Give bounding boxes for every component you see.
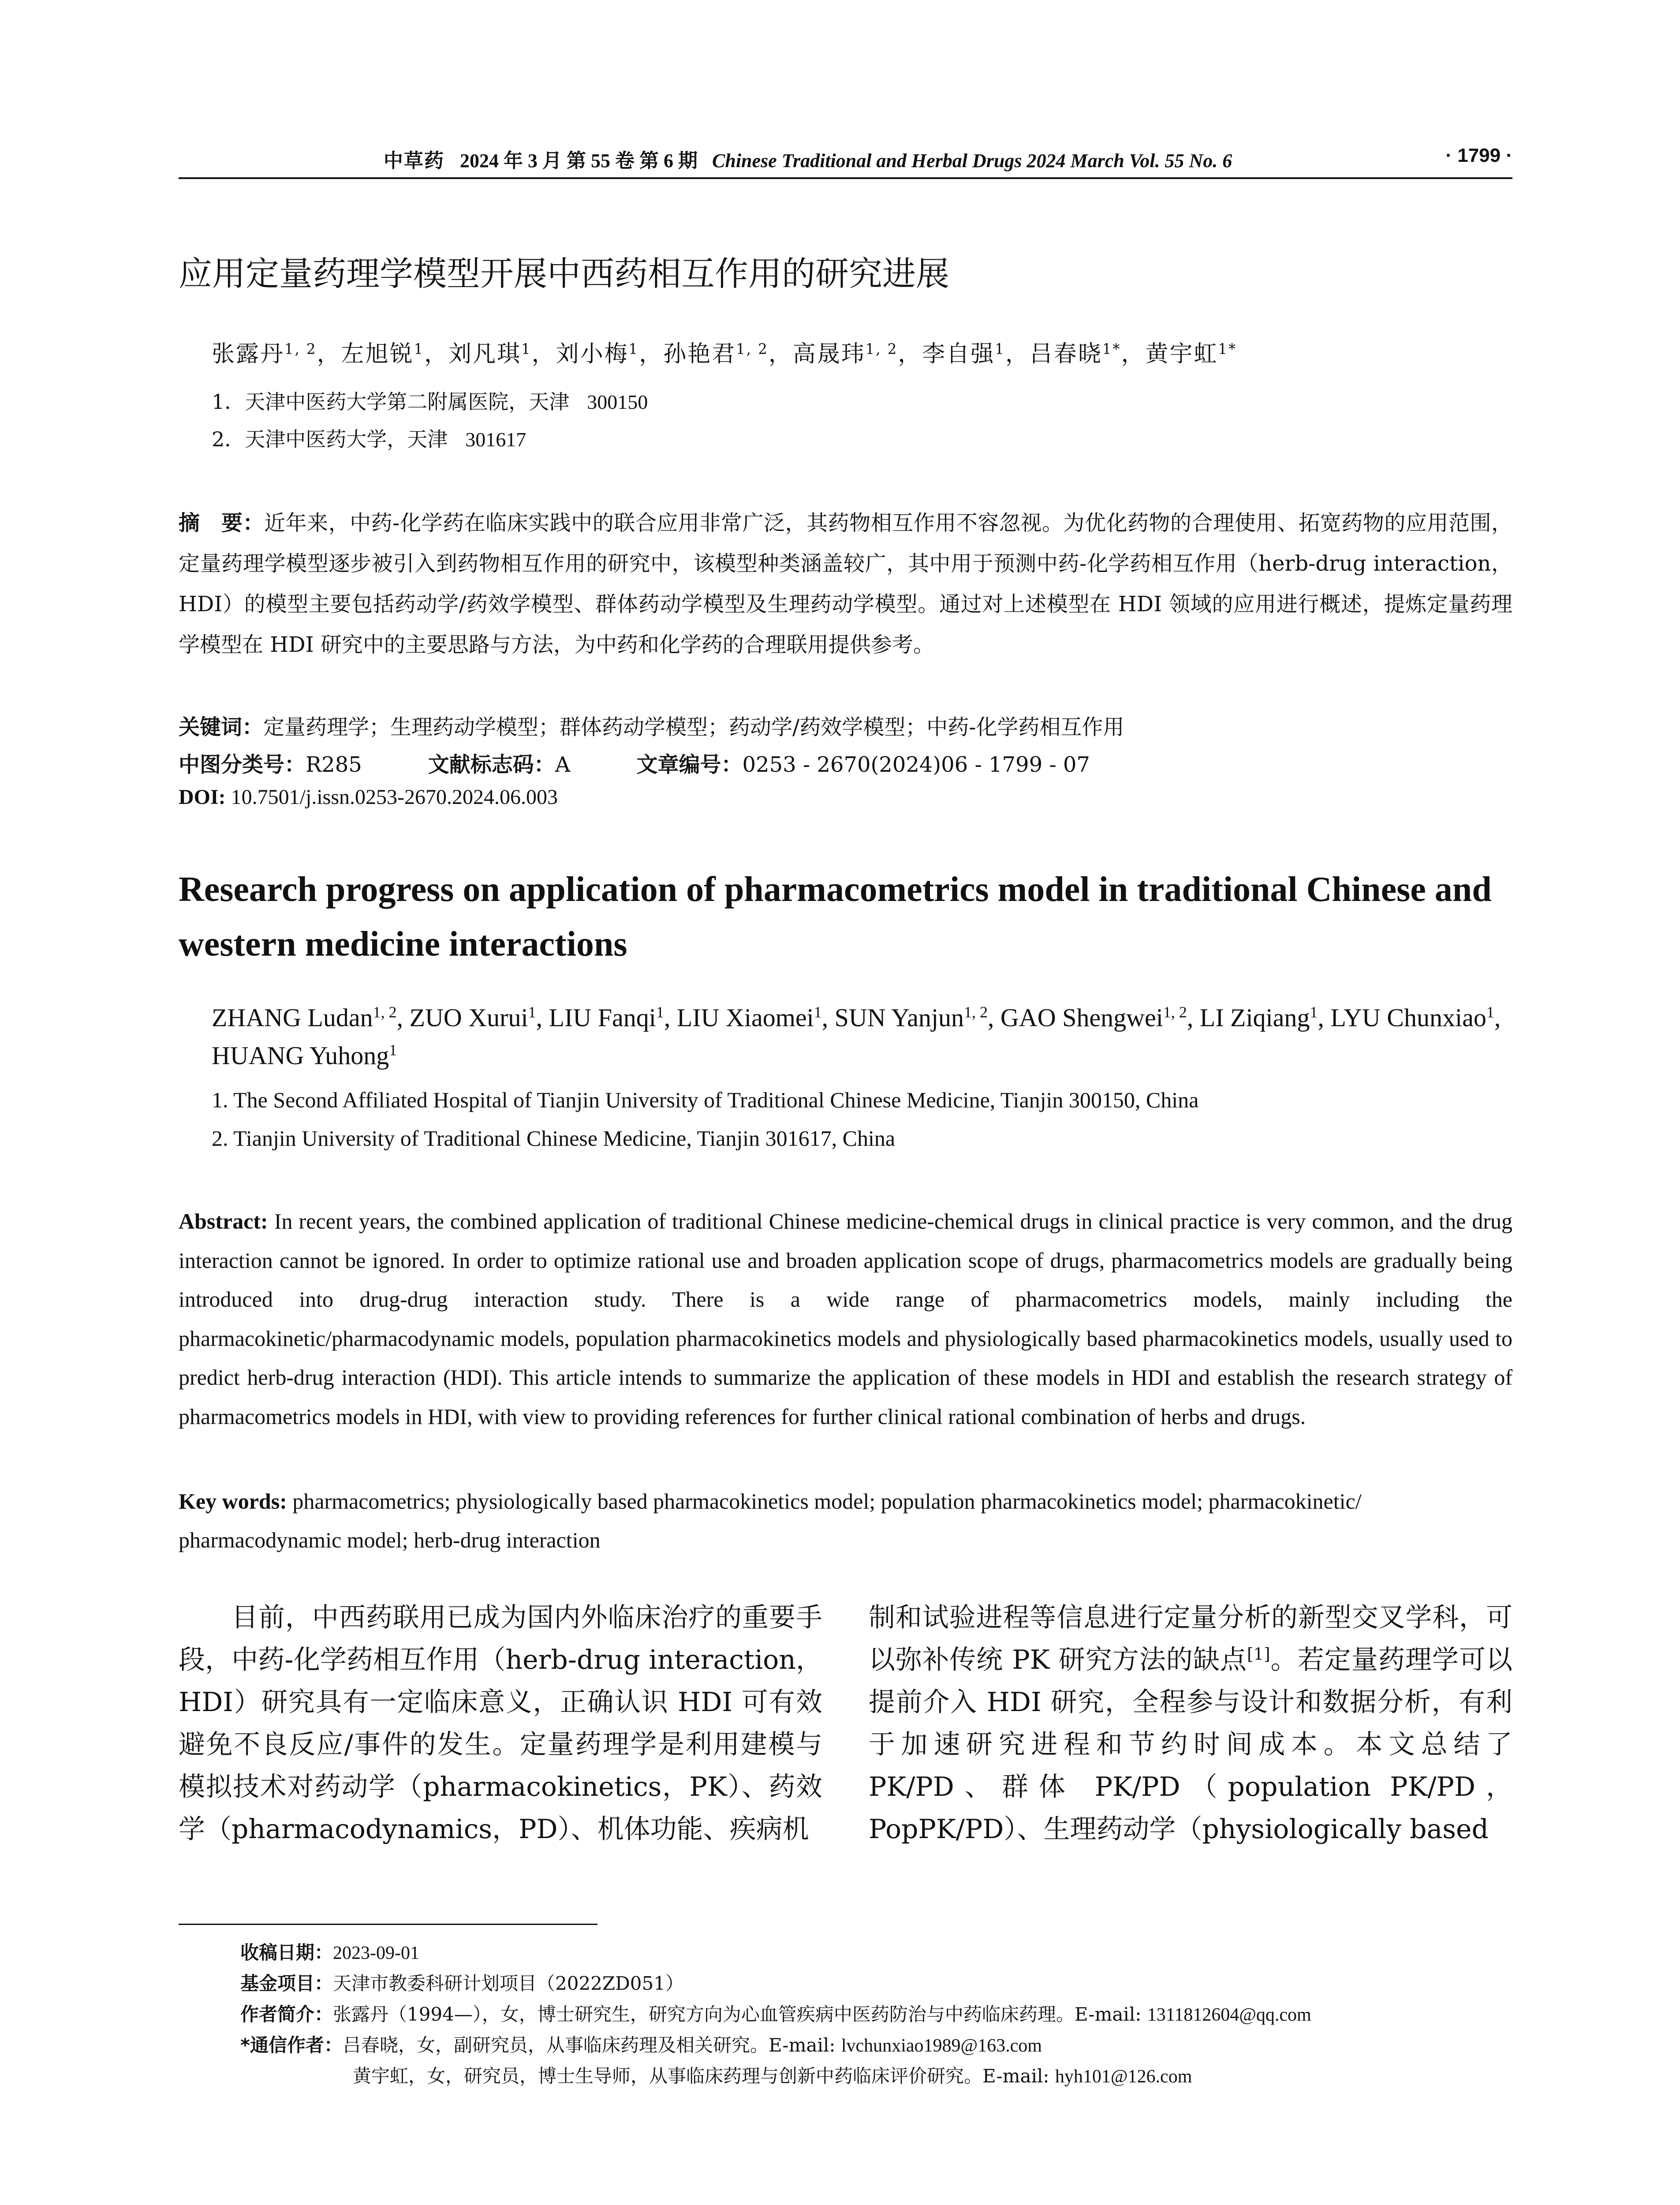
doc-code-value: A xyxy=(555,752,571,777)
cn-author-name: 黄宇虹 xyxy=(1145,341,1218,367)
corresponding-2-email[interactable]: hyh101@126.com xyxy=(1055,2067,1192,2087)
cn-author-name: 李自强 xyxy=(922,341,995,367)
en-author-affiliation-mark: 1, 2 xyxy=(1163,1003,1187,1021)
en-author xyxy=(212,1041,397,1070)
en-author-name: LI Ziqiang xyxy=(1199,1003,1310,1032)
en-author xyxy=(1200,1003,1318,1032)
en-author-affiliation-mark: 1 xyxy=(656,1003,664,1021)
doc-code-label: 文献标志码： xyxy=(428,752,555,777)
cn-author-name: 高晟玮 xyxy=(792,341,866,367)
cn-author xyxy=(1030,341,1121,367)
en-author xyxy=(549,1003,664,1032)
cn-author-name: 左旭锐 xyxy=(341,341,414,367)
body-right-text-2: 。若定量药理学可以提前介入 HDI 研究，全程参与设计和数据分析，有利于加速研究进程和节约时间成本。本文总结了 PK/PD、群体 PK/PD（population PK/PD，PopPK/PD）、生理药动学（physiologically based xyxy=(869,1644,1513,1845)
en-abstract xyxy=(179,1202,1512,1436)
fund-text: 天津市教委科研计划项目（2022ZD051） xyxy=(333,1973,684,1994)
en-author xyxy=(410,1003,536,1032)
cn-author-name: 吕春晓 xyxy=(1029,341,1102,367)
cn-author xyxy=(922,341,1005,367)
en-author xyxy=(212,1003,397,1032)
cn-author-affiliation-mark: 1 xyxy=(521,340,532,358)
en-author-name: LYU Chunxiao xyxy=(1330,1003,1486,1032)
cn-author xyxy=(793,341,898,367)
en-author-name: GAO Shengwei xyxy=(1000,1003,1163,1032)
running-header xyxy=(179,145,1512,176)
footnote-fund xyxy=(240,1969,684,1996)
en-author-affiliation-mark: 1, 2 xyxy=(373,1003,397,1021)
en-author-affiliation-mark: 1, 2 xyxy=(963,1003,988,1021)
received-label: 收稿日期： xyxy=(240,1942,333,1963)
corresponding-label: *通信作者： xyxy=(240,2034,343,2056)
footnote-received xyxy=(240,1938,419,1965)
cn-author-name: 刘小梅 xyxy=(556,341,629,367)
cn-author-affiliation-mark: 1* xyxy=(1102,340,1121,358)
fund-label: 基金项目： xyxy=(240,1973,333,1994)
en-author-affiliation-mark: 1 xyxy=(814,1003,822,1021)
footnote-corresponding-1 xyxy=(240,2031,1042,2057)
journal-issue-line xyxy=(384,145,1232,173)
en-author xyxy=(1001,1003,1187,1032)
cn-keywords-label: 关键词： xyxy=(179,715,264,740)
en-author-name: SUN Yanjun xyxy=(834,1003,964,1032)
doi-value[interactable]: 10.7501/j.issn.0253-2670.2024.06.003 xyxy=(231,785,558,809)
page-number: · 1799 · xyxy=(1445,145,1512,166)
en-author-affiliation-mark: 1 xyxy=(528,1003,536,1021)
article-no-label: 文章编号： xyxy=(636,752,743,777)
cn-author-affiliation-mark: 1 xyxy=(628,340,639,358)
cn-author-affiliation-mark: 1 xyxy=(995,340,1005,358)
cn-title: 应用定量药理学模型开展中西药相互作用的研究进展 xyxy=(179,254,949,293)
author-text: 张露丹（1994—），女，博士研究生，研究方向为心血管疾病中医药防治与中药临床药理。E-mail: xyxy=(333,2003,1142,2025)
header-rule xyxy=(179,177,1512,179)
cn-affiliation-1-text: 1．天津中医药大学第二附属医院，天津 xyxy=(212,390,570,414)
author-email[interactable]: 1311812604@qq.com xyxy=(1147,2005,1311,2025)
corresponding-1-email[interactable]: lvchunxiao1989@163.com xyxy=(841,2036,1042,2056)
citation-ref-1[interactable]: [1] xyxy=(1247,1644,1270,1664)
cn-affiliation-2-code: 301617 xyxy=(465,428,526,451)
author-label: 作者简介： xyxy=(240,2003,333,2025)
en-author-name: ZHANG Ludan xyxy=(212,1003,373,1032)
cn-author xyxy=(556,341,639,367)
en-issue: Chinese Traditional and Herbal Drugs 2024 March Vol. 55 No. 6 xyxy=(712,150,1232,172)
en-author-name: LIU Fanqi xyxy=(549,1003,656,1032)
en-author xyxy=(1330,1003,1494,1032)
doi-label: DOI: xyxy=(179,785,226,809)
cn-affiliation-2 xyxy=(212,423,526,452)
cn-author-affiliation-mark: 1, 2 xyxy=(736,340,769,358)
en-author xyxy=(677,1003,822,1032)
cn-author xyxy=(341,341,425,367)
cn-author-name: 刘凡琪 xyxy=(448,341,522,367)
en-keywords-label: Key words: xyxy=(179,1489,287,1514)
en-affiliation-2: 2. Tianjin University of Traditional Chinese Medicine, Tianjin 301617, China xyxy=(212,1126,896,1151)
en-author-name: LIU Xiaomei xyxy=(676,1003,814,1032)
cn-affiliation-1-code: 300150 xyxy=(587,391,648,413)
cn-abstract-label: 摘 要： xyxy=(179,511,265,535)
body-right-text-1: 制和试验进程等信息进行定量分析的新型交叉学科，可以弥补传统 PK 研究方法的缺点 xyxy=(869,1602,1512,1675)
clc-value: R285 xyxy=(306,752,362,777)
en-author-name: ZUO Xurui xyxy=(409,1003,528,1032)
cn-abstract-text: 近年来，中药-化学药在临床实践中的联合应用非常广泛，其药物相互作用不容忽视。为优化药物的合理使用、拓宽药物的应用范围，定量药理学模型逐步被引入到药物相互作用的研究中，该模型种类涵盖较广，其中用于预测中药-化学药相互作用（herb-drug interaction，HDI）的模型主要包括药动学/药效学模型、群体药动学模型及生理药动学模型。通过对上述模型在 HDI 领域的应用进行概述，提炼定量药理学模型在 HDI 研究中的主要思路与方法，为中药和化学药的合理联用提供参考。 xyxy=(179,511,1512,657)
en-author xyxy=(835,1003,988,1032)
cn-author xyxy=(448,341,532,367)
cn-author-name: 张露丹 xyxy=(212,341,285,367)
cn-author-affiliation-mark: 1 xyxy=(414,340,425,358)
en-affiliation-1: 1. The Second Affiliated Hospital of Tianjin University of Traditional Chinese Medicine, Tianjin 300150, China xyxy=(212,1088,1199,1112)
cn-author xyxy=(1146,341,1237,367)
cn-affiliation-2-text: 2．天津中医药大学，天津 xyxy=(212,427,448,451)
en-abstract-label: Abstract: xyxy=(179,1209,268,1233)
cn-classification-line xyxy=(179,747,1090,778)
body-right-column xyxy=(869,1596,1512,1850)
en-keywords xyxy=(179,1482,1512,1559)
cn-keywords xyxy=(179,710,1124,740)
cn-issue: 2024 年 3 月 第 55 卷 第 6 期 xyxy=(460,150,698,172)
cn-keywords-text: 定量药理学；生理药动学模型；群体药动学模型；药动学/药效学模型；中药-化学药相互作用 xyxy=(263,715,1124,740)
corresponding-2-text: 黄宇虹，女，研究员，博士生导师，从事临床药理与创新中药临床评价研究。E-mail: xyxy=(353,2065,1049,2087)
en-author-affiliation-mark: 1 xyxy=(389,1041,397,1059)
en-keywords-text: pharmacometrics; physiologically based pharmacokinetics model; population pharmacokinetics model; pharmacokinetic/ pharmacodynamic model; herb-drug interaction xyxy=(179,1489,1362,1552)
en-author-name: HUANG Yuhong xyxy=(212,1041,389,1070)
en-abstract-text: In recent years, the combined application of traditional Chinese medicine-chemical drugs in clinical practice is very common, and the drug interaction cannot be ignored. In order to optimize rational use and broaden application scope of drugs, pharmacometrics models are gradually being introduced into drug-drug interaction study. There is a wide range of pharmacometrics models, mainly including the pharmacokinetic/pharmacodynamic models, population pharmacokinetics models and physiologically based pharmacokinetics models, usually used to predict herb-drug interaction (HDI). This article intends to summarize the application of these models in HDI and establish the research strategy of pharmacometrics models in HDI, with view to providing references for further clinical rational combination of herbs and drugs. xyxy=(179,1209,1513,1429)
cn-author-affiliation-mark: 1* xyxy=(1218,340,1237,358)
cn-abstract xyxy=(179,503,1512,665)
cn-author-affiliation-mark: 1, 2 xyxy=(284,340,317,358)
cn-affiliation-1 xyxy=(212,386,648,415)
en-authors: ZHANG Ludan$^{1, 2}$, ZUO Xurui$^1$, LIU Fanqi$^1$, LIU Xiaomei$^1$, SUN Yanjun$^{1, 2}$, GAO Shengwei$^{1, 2}$, LI Ziqiang$^1$, LYU Chunxiao$^1$, HUANG Yuhong$^1$ xyxy=(212,1003,1501,1070)
cn-author-name: 孙艳君 xyxy=(663,341,736,367)
cn-author-affiliation-mark: 1, 2 xyxy=(865,340,898,358)
body-left-column: 目前，中西药联用已成为国内外临床治疗的重要手段，中药-化学药相互作用（herb-drug interaction，HDI）研究具有一定临床意义，正确认识 HDI 可有效避免不良反应/事件的发生。定量药理学是利用建模与模拟技术对药动学（pharmacokinetics，PK）、药效学（pharmacodynamics，PD）、机体功能、疾病机 xyxy=(179,1602,822,1845)
cn-author xyxy=(212,341,317,367)
footnote-author xyxy=(240,2000,1311,2026)
clc-label: 中图分类号： xyxy=(179,752,306,777)
cn-author xyxy=(663,341,769,367)
en-author-affiliation-mark: 1 xyxy=(1310,1003,1318,1021)
doi-line xyxy=(179,785,558,809)
en-author-affiliation-mark: 1 xyxy=(1486,1003,1494,1021)
article-no-value: 0253 - 2670(2024)06 - 1799 - 07 xyxy=(742,752,1090,777)
corresponding-1-text: 吕春晓，女，副研究员，从事临床药理及相关研究。E-mail: xyxy=(342,2034,836,2056)
journal-logo: 中草药 xyxy=(384,149,444,172)
footnote-rule xyxy=(179,1924,597,1925)
received-date: 2023-09-01 xyxy=(333,1943,419,1963)
cn-authors: 张露丹$^{1, 2}$，左旭锐$^1$，刘凡琪$^1$，刘小梅$^1$，孙艳君$^{1, 2}$，高晟玮$^{1, 2}$，李自强$^1$，吕春晓$^{1*}$，黄宇虹$^{1*}$ xyxy=(212,340,1237,367)
en-title: Research progress on application of pharmacometrics model in traditional Chinese and western medicine interactions xyxy=(179,870,1492,964)
footnote-corresponding-2 xyxy=(353,2062,1192,2088)
